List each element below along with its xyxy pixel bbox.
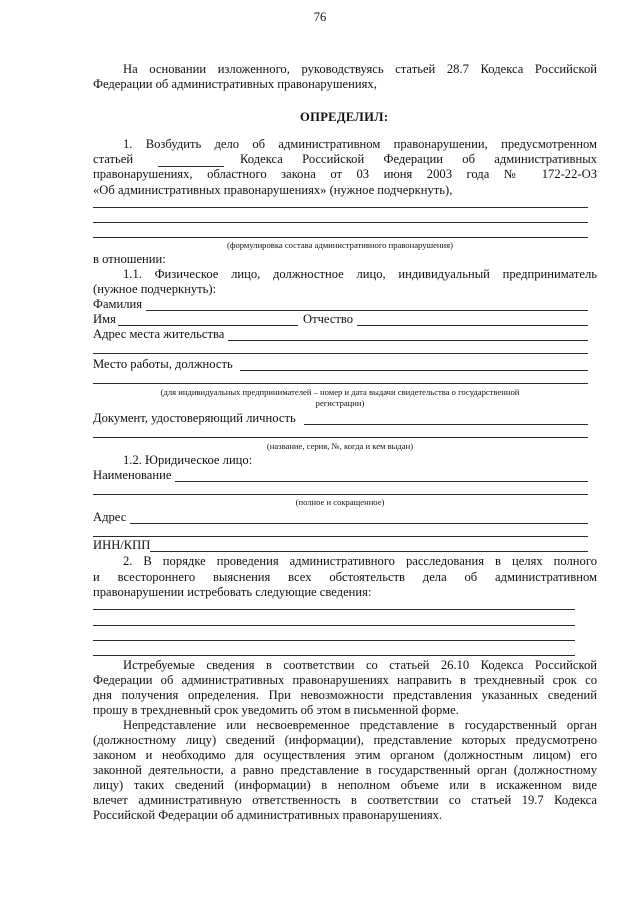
document-field[interactable] <box>304 424 588 425</box>
inn-field[interactable] <box>150 551 588 552</box>
org-name-label: Наименование <box>93 468 172 482</box>
patronymic-field[interactable] <box>357 325 588 326</box>
address-field[interactable] <box>228 340 588 341</box>
org-address-label: Адрес <box>93 510 127 524</box>
para2-line-2: (должностному лицу) сведений (информации), представление которых предусмотрено <box>93 733 597 747</box>
org-name-field-2[interactable] <box>93 494 588 495</box>
caption-ip-line-1: (для индивидуальных предпринимателей – номер и дата выдачи свидетельства о государственной <box>160 387 520 397</box>
item1-line-3: правонарушениях, областного закона от 03 июня 2003 года № 172-22-ОЗ <box>93 167 597 181</box>
surname-field[interactable] <box>146 310 588 311</box>
info-line-4[interactable] <box>93 655 575 656</box>
item2-line-1: 2. В порядке проведения административного расследования в целях полного <box>123 554 597 568</box>
item1-line-4: «Об административных правонарушениях» (нужное подчеркнуть), <box>93 183 453 197</box>
para1-line-3: дня получения определения. При невозможности представления указанных сведений <box>93 688 597 702</box>
org-name-field[interactable] <box>175 481 588 482</box>
para1-line-2: Федерации об административных правонарушениях направить в трехдневный срок со <box>93 673 597 687</box>
address-label: Адрес места жительства <box>93 327 225 341</box>
item1-line-2a: статьей <box>93 152 134 166</box>
workplace-label: Место работы, должность <box>93 357 233 371</box>
para2-line-5: лицу) таких сведений (информации) в неполном объеме или в искаженном виде <box>93 778 597 792</box>
in-relation-label: в отношении: <box>93 252 166 266</box>
heading-opredelil: ОПРЕДЕЛИЛ: <box>300 110 389 124</box>
inn-label: ИНН/КПП <box>93 538 151 552</box>
item1-line-2b: Кодекса Российской Федерации об административных <box>240 152 597 166</box>
item11-line-1: 1.1. Физическое лицо, должностное лицо, индивидуальный предприниматель <box>123 267 597 281</box>
para1-line-4: прошу в трехдневный срок уведомить об этом в письменной форме. <box>93 703 459 717</box>
document-field-2[interactable] <box>93 437 588 438</box>
workplace-field-2[interactable] <box>93 383 588 384</box>
caption-violation: (формулировка состава административного правонарушения) <box>227 240 453 250</box>
item2-line-3: правонарушении истребовать следующие сведения: <box>93 585 372 599</box>
item12-label: 1.2. Юридическое лицо: <box>123 453 253 467</box>
org-address-field[interactable] <box>130 523 588 524</box>
address-field-2[interactable] <box>93 353 588 354</box>
violation-line-2[interactable] <box>93 222 588 223</box>
item11-line-2: (нужное подчеркнуть): <box>93 282 217 296</box>
para1-line-1: Истребуемые сведения в соответствии со статьей 26.10 Кодекса Российской <box>123 658 597 672</box>
patronymic-label: Отчество <box>303 312 354 326</box>
name-field[interactable] <box>118 325 298 326</box>
violation-line-1[interactable] <box>93 207 588 208</box>
item2-line-2: и всестороннего выяснения всех обстоятельств дела об административном <box>93 570 597 584</box>
document-label: Документ, удостоверяющий личность <box>93 411 296 425</box>
surname-label: Фамилия <box>93 297 143 311</box>
para2-line-7: Российской Федерации об административных правонарушениях. <box>93 808 443 822</box>
name-label: Имя <box>93 312 116 326</box>
org-address-field-2[interactable] <box>93 536 588 537</box>
item1-line-1: 1. Возбудить дело об административном правонарушении, предусмотренном <box>123 137 597 151</box>
para2-line-4: законной деятельности, а равно представление в государственный орган (должностному <box>93 763 597 777</box>
intro-line-2: Федерации об административных правонарушениях, <box>93 77 377 91</box>
para2-line-1: Непредставление или несвоевременное представление в государственный орган <box>123 718 597 732</box>
info-line-3[interactable] <box>93 640 575 641</box>
caption-full: (полное и сокращенное) <box>295 497 385 507</box>
caption-doc: (название, серия, №, когда и кем выдан) <box>266 441 414 451</box>
info-line-1[interactable] <box>93 609 575 610</box>
page-number: 76 <box>313 10 327 24</box>
para2-line-3: законом и необходимо для осуществления этим органом (должностным лицом) его <box>93 748 597 762</box>
violation-line-3[interactable] <box>93 237 588 238</box>
intro-line-1: На основании изложенного, руководствуясь статьей 28.7 Кодекса Российской <box>123 62 597 76</box>
para2-line-6: влечет административную ответственность в соответствии со статьей 19.7 Кодекса <box>93 793 597 807</box>
info-line-2[interactable] <box>93 625 575 626</box>
workplace-field[interactable] <box>240 370 588 371</box>
caption-ip-line-2: регистрации) <box>315 398 365 408</box>
